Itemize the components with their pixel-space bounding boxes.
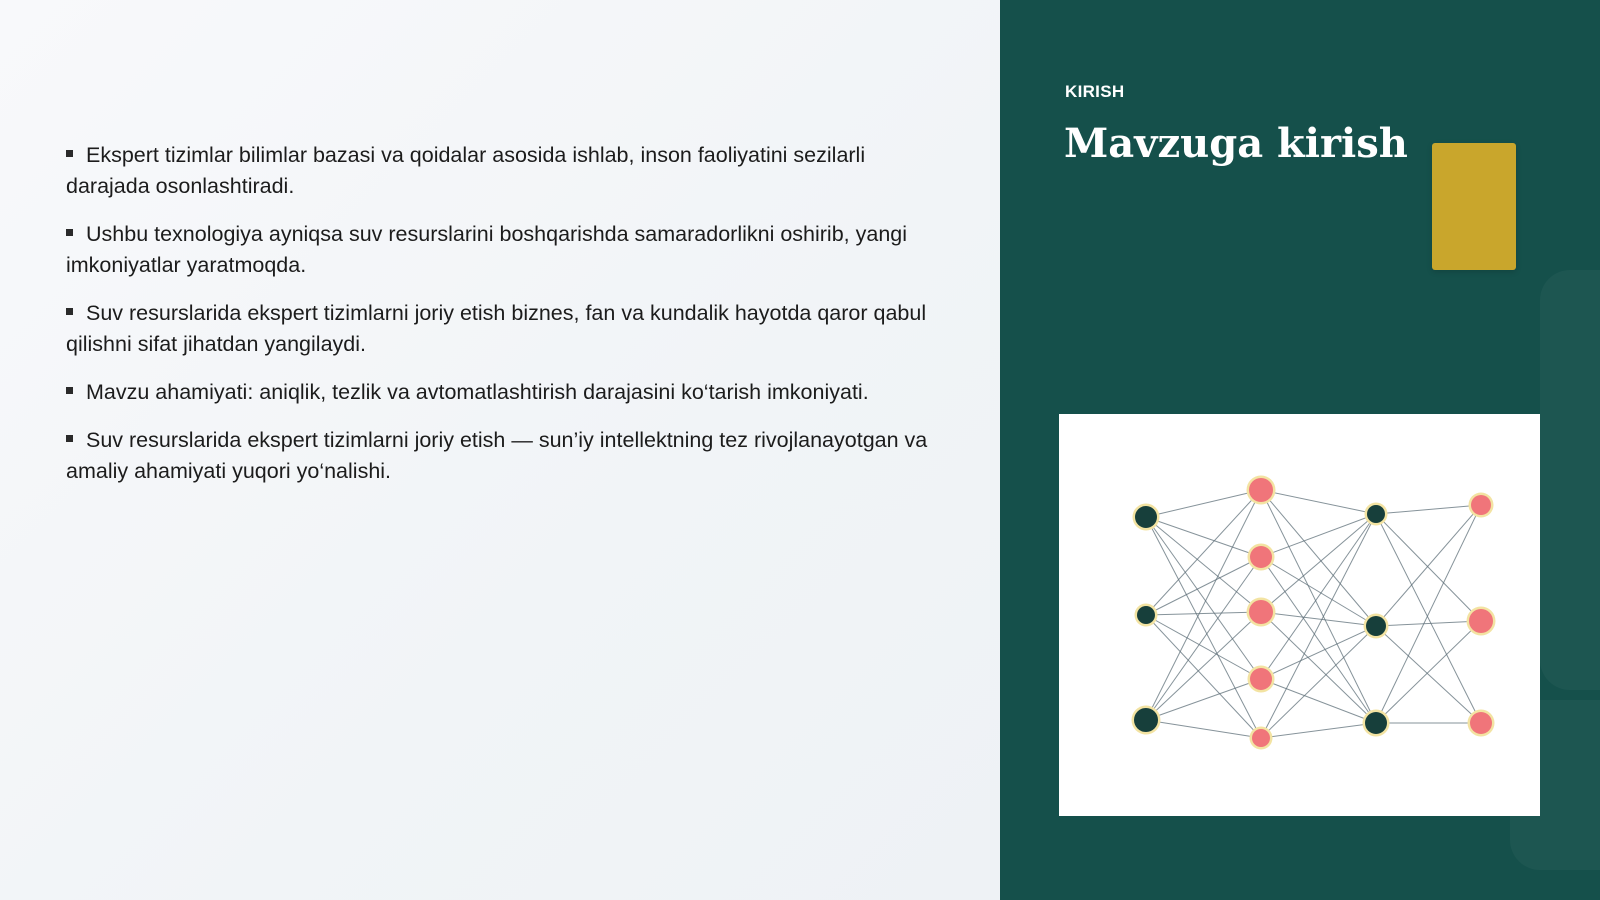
- bullet-text: Mavzu ahamiyati: aniqlik, tezlik va avtomatlashtirish darajasini ko‘tarish imkoniyati.: [86, 380, 869, 404]
- bullet-text: Suv resurslarida ekspert tizimlarni joriy etish — sun’iy intellektning tez rivojlanayotgan va amaliy ahamiyati yuqori yo‘nalishi.: [66, 428, 928, 483]
- network-connection: [1376, 514, 1481, 723]
- network-connection: [1261, 723, 1376, 738]
- bullet-text: Suv resurslarida ekspert tizimlarni joriy etish biznes, fan va kundalik hayotda qaror qabul qilishni sifat jihatdan yangilaydi.: [66, 301, 927, 356]
- accent-block: [1432, 143, 1516, 270]
- network-connection: [1376, 621, 1481, 723]
- network-node: [1249, 600, 1273, 624]
- network-connection: [1261, 514, 1376, 557]
- network-connection: [1376, 505, 1481, 514]
- network-connection: [1146, 490, 1261, 517]
- network-node: [1367, 505, 1385, 523]
- network-node: [1137, 606, 1155, 624]
- bullet-item: [66, 219, 946, 281]
- bullet-text: Ushbu texnologiya ayniqsa suv resurslarini boshqarishda samaradorlikni oshirib, yangi imkoniyatlar yaratmoqda.: [66, 222, 908, 277]
- network-connection: [1261, 626, 1376, 679]
- network-connection: [1146, 517, 1261, 738]
- section-label: KIRISH: [1065, 82, 1125, 101]
- neural-network-illustration: [1059, 414, 1540, 816]
- network-connection: [1261, 490, 1376, 723]
- title-panel: [1000, 0, 1600, 900]
- bullet-item: [66, 425, 946, 487]
- square-bullet-icon: [66, 229, 73, 236]
- network-connection: [1261, 612, 1376, 723]
- bullet-list: [66, 140, 946, 504]
- network-connection: [1146, 615, 1261, 679]
- square-bullet-icon: [66, 435, 73, 442]
- network-connection: [1376, 626, 1481, 723]
- slide-title: Mavzuga kirish: [1064, 120, 1408, 167]
- square-bullet-icon: [66, 150, 73, 157]
- network-node: [1470, 712, 1492, 734]
- bullet-item: [66, 140, 946, 202]
- network-node: [1366, 616, 1386, 636]
- network-connection: [1261, 612, 1376, 626]
- network-connection: [1146, 557, 1261, 615]
- network-node: [1250, 668, 1272, 690]
- network-node: [1469, 609, 1493, 633]
- network-connection: [1261, 514, 1376, 738]
- network-connection: [1261, 626, 1376, 738]
- network-connection: [1261, 514, 1376, 679]
- network-connection: [1376, 505, 1481, 723]
- network-connection: [1261, 557, 1376, 626]
- network-node: [1250, 546, 1272, 568]
- network-connection: [1376, 514, 1481, 621]
- network-node: [1249, 478, 1273, 502]
- decorative-shape: [1540, 270, 1600, 690]
- network-node: [1252, 729, 1270, 747]
- network-connection: [1261, 679, 1376, 723]
- network-node: [1471, 495, 1491, 515]
- network-connection: [1376, 621, 1481, 626]
- square-bullet-icon: [66, 308, 73, 315]
- bullet-item: [66, 377, 946, 408]
- bullet-text: Ekspert tizimlar bilimlar bazasi va qoidalar asosida ishlab, inson faoliyatini sezilarli darajada osonlashtiradi.: [66, 143, 866, 198]
- network-connection: [1376, 505, 1481, 626]
- network-node: [1134, 708, 1158, 732]
- network-connection: [1261, 557, 1376, 723]
- network-connection: [1146, 615, 1261, 738]
- network-connection: [1146, 557, 1261, 720]
- bullet-item: [66, 298, 946, 360]
- illustration-card: [1059, 414, 1540, 816]
- square-bullet-icon: [66, 387, 73, 394]
- network-connection: [1146, 612, 1261, 615]
- network-node: [1365, 712, 1387, 734]
- network-node: [1135, 506, 1157, 528]
- network-connection: [1146, 720, 1261, 738]
- network-connection: [1146, 490, 1261, 615]
